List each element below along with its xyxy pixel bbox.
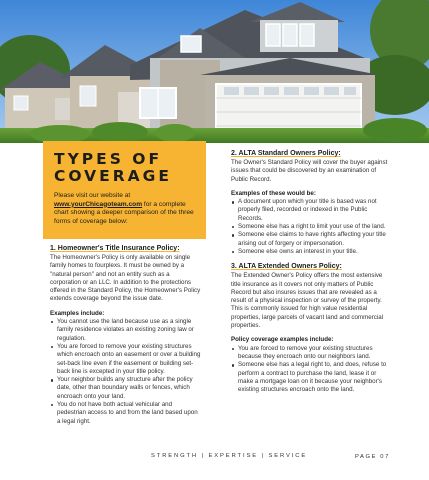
title-line-2: COVERAGE <box>54 167 172 185</box>
extended-examples-subheading: Policy coverage examples include: <box>231 336 334 344</box>
hero-house-photo <box>0 0 429 143</box>
blurb-rest: for a complete chart showing a deeper comparison of the three forms of coverage below: <box>54 200 194 225</box>
types-of-coverage-card <box>43 141 206 239</box>
list-item: You are forced to remove your existing structures because they encroach onto our neighbors land. <box>231 345 391 362</box>
homeowners-policy-heading: 1. Homeowner's Title Insurance Policy: <box>50 245 180 252</box>
right-column <box>231 149 391 394</box>
card-blurb <box>54 192 195 226</box>
list-item: Your neighbor builds any structure after the policy date, other than boundary walls or fences, which encroach onto your land. <box>50 376 202 401</box>
list-item: You cannot use the land because use as a single family residence violates an existing zoning law or regulation. <box>50 318 202 343</box>
page-number: PAGE 07 <box>355 454 390 460</box>
alta-extended-heading: 3. ALTA Extended Owners Policy: <box>231 263 342 271</box>
left-column <box>50 244 202 426</box>
homeowners-examples-list <box>50 318 202 426</box>
list-item: You do not have both actual vehicular and pedestrian access to and from the land based upon a legal right. <box>50 401 202 426</box>
list-item: You are forced to remove your existing structures which encroach onto an easement or over a building set-back line even if the easement or building set-back line is excepted in your title policy. <box>50 343 202 376</box>
page-title <box>54 151 195 185</box>
alta-extended-description: The Extended Owner's Policy offers the most extensive title insurance as it covers not only matters of Public Record but also insures issues that are revealed as a result of a physical inspection or survey of the property. This is commonly issued for high value residential properties, large parcels of vacant land and commercial properties. <box>231 272 384 330</box>
list-item: Someone else has a legal right to, and does, refuse to perform a contract to purchase the land, lease it or make a mortgage loan on it because your neighbor's existing structures encroach onto the land. <box>231 361 391 394</box>
alta-standard-heading: 2. ALTA Standard Owners Policy: <box>231 150 341 157</box>
list-item: Someone else owns an interest in your title. <box>231 248 391 256</box>
alta-standard-description: The Owner's Standard Policy will cover the buyer against issues that could be discovered by an examination of Public Record. <box>231 159 388 183</box>
footer-tagline: STRENGTH | EXPERTISE | SERVICE <box>151 453 308 459</box>
standard-examples-subheading: Examples of these would be: <box>231 189 316 197</box>
title-line-1: TYPES OF <box>54 150 163 168</box>
list-item: A document upon which your title is based was not properly filed, recorded or indexed in the Public Records. <box>231 198 391 223</box>
homeowners-policy-description: The Homeowner's Policy is only available on single family homes to fourplexs. It must be owned by a "natural person" and not an entity such as a corporation or an LLC. In addition to the protections offered in the Standard Policy, the Homeowner's Policy extends coverage beyond the issue date. <box>50 254 201 303</box>
standard-examples-list <box>231 198 391 256</box>
list-item: Someone else has a right to limit your use of the land. <box>231 223 391 231</box>
website-link[interactable]: www.yourChicagoteam.com <box>54 200 143 208</box>
list-item: Someone else claims to have rights affecting your title arising out of forgery or impersonation. <box>231 231 391 248</box>
extended-examples-list <box>231 345 391 395</box>
examples-subheading: Examples include: <box>50 309 105 317</box>
blurb-intro: Please visit our website at <box>54 192 131 199</box>
